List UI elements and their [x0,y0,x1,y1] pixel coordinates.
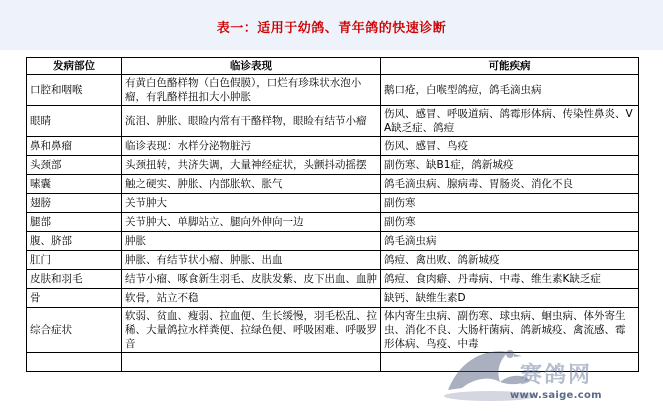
disease-cell: 鹅口疮，白喉型鸽痘，鸽毛滴虫病 [381,75,639,106]
table-row [27,289,639,308]
disease-cell: 伤风、感冒、鸟疫 [381,137,639,156]
disease-cell: 鸽毛滴虫病、腺病毒、胃肠炎、消化不良 [381,175,639,194]
symptom-cell: 肿胀 [122,232,381,251]
table-row [27,194,639,213]
table-row [27,251,639,270]
symptom-cell: 有黄白色酪样物（白色假膜），口烂有珍珠状水泡小瘤，有乳酪样扭扣大小肿胀 [122,75,381,106]
disease-cell: 鸽痘、食肉癖、丹毒病、中毒、维生素K缺乏症 [381,270,639,289]
disease-cell: 缺钙、缺维生素D [381,289,639,308]
symptom-cell: 关节肿大、单脚站立、腿向外伸向一边 [122,213,381,232]
table-row [27,75,639,106]
symptom-cell: 软弱、贫血、瘦弱、拉血便、生长缓慢，羽毛松乱、拉稀、大量鸽拉水样粪便、拉绿色便、呼吸困难、呼吸罗音 [122,308,381,353]
table-row [27,308,639,353]
symptom-cell: 结节小瘤、啄食新生羽毛、皮肤发紫、皮下出血、血肿 [122,270,381,289]
disease-cell: 副伤寒、缺B1症，鸽新城疫 [381,156,639,175]
symptom-cell: 关节肿大 [122,194,381,213]
table-row [27,270,639,289]
table-row [27,106,639,137]
table-row [27,137,639,156]
table-row [27,156,639,175]
table-row [27,175,639,194]
site-cell: 嗉囊 [27,175,122,194]
site-cell: 翅膀 [27,194,122,213]
symptom-cell [122,353,381,372]
disease-cell: 伤风、感冒、呼吸道病、鸽霉形体病、传染性鼻炎、VA缺乏症、鸽痘 [381,106,639,137]
watermark-url: www.saige.com [510,390,602,401]
table-title: 表一：适用于幼鸽、青年鸽的快速诊断 [216,21,447,36]
symptom-cell: 肿胀、有结节状小瘤、肿胀、出血 [122,251,381,270]
site-cell: 眼睛 [27,106,122,137]
header-cell-diseases: 可能疾病 [381,58,639,75]
site-cell: 皮肤和羽毛 [27,270,122,289]
symptom-cell: 头颈扭转，共济失调，大量神经症状，头颤抖动摇摆 [122,156,381,175]
header-cell-site: 发病部位 [27,58,122,75]
disease-cell: 副伤寒 [381,194,639,213]
site-cell: 综合症状 [27,308,122,353]
disease-cell: 副伤寒 [381,213,639,232]
symptom-cell: 触之硬实、肿胀、内部胀软、胀气 [122,175,381,194]
symptom-cell: 流泪、肿胀、眼睑内常有干酪样物，眼睑有结节小瘤 [122,106,381,137]
disease-cell: 鸽痘、禽出败、鸽新城疫 [381,251,639,270]
site-cell: 口腔和咽喉 [27,75,122,106]
site-cell: 鼻和鼻瘤 [27,137,122,156]
symptom-cell: 软骨，站立不稳 [122,289,381,308]
site-cell: 肛门 [27,251,122,270]
site-cell: 骨 [27,289,122,308]
watermark-site-name: 赛鸽网 [520,363,593,388]
site-cell: 腿部 [27,213,122,232]
site-cell: 头颈部 [27,156,122,175]
disease-cell [381,353,639,372]
disease-cell: 鸽毛滴虫病 [381,232,639,251]
diagnosis-table [26,57,639,372]
table-row [27,232,639,251]
table-row [27,213,639,232]
header-row [27,58,639,75]
disease-cell: 体内寄生虫病、副伤寒、球虫病、蛔虫病、体外寄生虫、消化不良、大肠杆菌病、鸽新城疫、禽流感、霉形体病、鸟疫、中毒 [381,308,639,353]
header-cell-symptoms: 临诊表现 [122,58,381,75]
site-cell [27,353,122,372]
site-cell: 腹、脐部 [27,232,122,251]
symptom-cell: 临诊表现：水样分泌物脏污 [122,137,381,156]
